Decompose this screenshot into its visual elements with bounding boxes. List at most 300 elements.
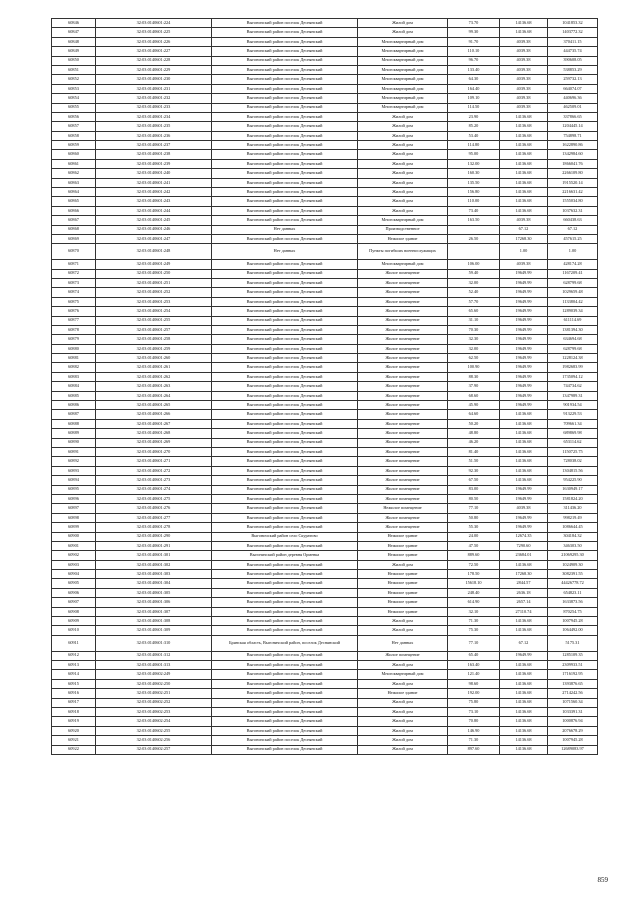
- table-row: [52, 651, 598, 660]
- address-cell: Выгоничский район поселок Деснянский: [212, 579, 358, 588]
- table-row: [52, 325, 598, 334]
- object-type-cell: Нежилое здание: [358, 598, 448, 607]
- address-cell: Выгоничский район поселок Деснянский: [212, 523, 358, 532]
- address-cell: Выгоничский район поселок Деснянский: [212, 150, 358, 159]
- row-index-cell: 60874: [52, 288, 96, 297]
- row-index-cell: 60851: [52, 65, 96, 74]
- object-type-cell: Жилое помещение: [358, 523, 448, 532]
- table-row: [52, 316, 598, 325]
- row-index-cell: 60909: [52, 617, 96, 626]
- specific-value-cell: 19649.99: [500, 344, 548, 353]
- cadastral-number-cell: 32:03:0140601:240: [96, 169, 212, 178]
- cadastral-value-cell: 1866041.76: [548, 159, 598, 168]
- cadastral-number-cell: 32:03:0140602:252: [96, 698, 212, 707]
- table-row: [52, 726, 598, 735]
- cadastral-number-cell: 32:03:0140601:251: [96, 278, 212, 287]
- address-cell: Выгоничский район поселок Деснянский: [212, 391, 358, 400]
- specific-value-cell: 19649.99: [500, 307, 548, 316]
- area-cell: 52.40: [448, 288, 500, 297]
- address-cell: Выгоничский район поселок Деснянский: [212, 178, 358, 187]
- specific-value-cell: 12674.35: [500, 532, 548, 541]
- specific-value-cell: 23684.01: [500, 551, 548, 560]
- address-cell: Выгоничский район поселок Деснянский: [212, 372, 358, 381]
- area-cell: 178.50: [448, 570, 500, 579]
- table-row: [52, 635, 598, 651]
- table-row: [52, 485, 598, 494]
- cadastral-number-cell: 32:03:0140601:234: [96, 112, 212, 121]
- address-cell: Выгоничский район поселок Деснянский: [212, 382, 358, 391]
- cadastral-value-cell: 5175.31: [548, 635, 598, 651]
- row-index-cell: 60858: [52, 131, 96, 140]
- specific-value-cell: 19649.99: [500, 278, 548, 287]
- area-cell: 57.70: [448, 297, 500, 306]
- object-type-cell: Жилой дом: [358, 626, 448, 635]
- area-cell: 68.60: [448, 391, 500, 400]
- cadastral-number-cell: 32:03:0140601:239: [96, 159, 212, 168]
- address-cell: Выгоничский район поселок Деснянский: [212, 47, 358, 56]
- cadastral-value-cell: 1716192.95: [548, 670, 598, 679]
- area-cell: 71.30: [448, 736, 500, 745]
- row-index-cell: 60882: [52, 363, 96, 372]
- specific-value-cell: 7290.60: [500, 541, 548, 550]
- table-row: [52, 335, 598, 344]
- cadastral-number-cell: 32:03:0140601:260: [96, 354, 212, 363]
- address-cell: Выгоничский район поселок Деснянский: [212, 141, 358, 150]
- row-index-cell: 60883: [52, 372, 96, 381]
- object-type-cell: Жилое помещение: [358, 401, 448, 410]
- cadastral-value-cell: 12689083.97: [548, 745, 598, 754]
- table-row: [52, 670, 598, 679]
- cadastral-value-cell: 1228124.38: [548, 354, 598, 363]
- specific-value-cell: 14136.68: [500, 122, 548, 131]
- address-cell: Выгоничский район поселок Деснянский: [212, 698, 358, 707]
- cadastral-value-cell: 346303.50: [548, 541, 598, 550]
- area-cell: 59.40: [448, 269, 500, 278]
- object-type-cell: Жилой дом: [358, 726, 448, 735]
- specific-value-cell: 19649.99: [500, 335, 548, 344]
- cadastral-value-cell: 538853.29: [548, 65, 598, 74]
- row-index-cell: 60871: [52, 260, 96, 269]
- cadastral-value-cell: 428174.28: [548, 260, 598, 269]
- specific-value-cell: 4039.38: [500, 94, 548, 103]
- table-row: [52, 560, 598, 569]
- row-index-cell: 60861: [52, 159, 96, 168]
- area-cell: 45.90: [448, 401, 500, 410]
- cadastral-value-cell: 1555034.80: [548, 197, 598, 206]
- object-type-cell: Жилое помещение: [358, 391, 448, 400]
- table-row: [52, 344, 598, 353]
- specific-value-cell: 19649.99: [500, 297, 548, 306]
- table-row: [52, 37, 598, 46]
- specific-value-cell: 4039.38: [500, 216, 548, 225]
- row-index-cell: 60917: [52, 698, 96, 707]
- row-index-cell: 60877: [52, 316, 96, 325]
- specific-value-cell: 14136.68: [500, 19, 548, 28]
- object-type-cell: Жилой дом: [358, 736, 448, 745]
- cadastral-number-cell: 32:03:0140601:255: [96, 316, 212, 325]
- table-row: [52, 150, 598, 159]
- cadastral-value-cell: 44426778.72: [548, 579, 598, 588]
- area-cell: 83.00: [448, 485, 500, 494]
- address-cell: Выгоничский район поселок Деснянский: [212, 197, 358, 206]
- table-row: [52, 588, 598, 597]
- area-cell: 32.00: [448, 344, 500, 353]
- address-cell: Выгоничский район поселок Деснянский: [212, 670, 358, 679]
- row-index-cell: 60891: [52, 447, 96, 456]
- cadastral-number-cell: 32:03:0140601:302: [96, 560, 212, 569]
- area-cell: 73.10: [448, 707, 500, 716]
- object-type-cell: Жилой дом: [358, 206, 448, 215]
- area-cell: 65.60: [448, 307, 500, 316]
- cadastral-value-cell: 457615.25: [548, 234, 598, 243]
- row-index-cell: 60908: [52, 607, 96, 616]
- cadastral-number-cell: 32:03:0140601:243: [96, 197, 212, 206]
- address-cell: Выгоничский район поселок Деснянский: [212, 485, 358, 494]
- cadastral-value-cell: 870254.75: [548, 607, 598, 616]
- cadastral-number-cell: 32:03:0140602:256: [96, 736, 212, 745]
- specific-value-cell: 14136.68: [500, 150, 548, 159]
- address-cell: Выгоничский район поселок Деснянский: [212, 159, 358, 168]
- object-type-cell: Жилое помещение: [358, 651, 448, 660]
- object-type-cell: Жилой дом: [358, 159, 448, 168]
- address-cell: Выгоничский район поселок Деснянский: [212, 588, 358, 597]
- object-type-cell: Многоквартирный дом: [358, 65, 448, 74]
- cadastral-value-cell: 2714242.56: [548, 689, 598, 698]
- area-cell: 70.30: [448, 325, 500, 334]
- table-row: [52, 607, 598, 616]
- area-cell: 121.40: [448, 670, 500, 679]
- address-cell: Выгоничский район поселок Деснянский: [212, 745, 358, 754]
- cadastral-number-cell: 32:03:0140601:248: [96, 244, 212, 260]
- cadastral-number-cell: 32:03:0140601:310: [96, 635, 212, 651]
- cadastral-value-cell: 689869.98: [548, 429, 598, 438]
- specific-value-cell: 14136.68: [500, 617, 548, 626]
- cadastral-value-cell: 1204445.14: [548, 122, 598, 131]
- object-type-cell: Жилой дом: [358, 698, 448, 707]
- cadastral-value-cell: 913229.53: [548, 410, 598, 419]
- area-cell: 46.20: [448, 438, 500, 447]
- cadastral-number-cell: 32:03:0140601:245: [96, 216, 212, 225]
- row-index-cell: 60900: [52, 532, 96, 541]
- cadastral-number-cell: 32:03:0140602:257: [96, 745, 212, 754]
- table-row: [52, 551, 598, 560]
- table-row: [52, 178, 598, 187]
- specific-value-cell: 14136.68: [500, 670, 548, 679]
- row-index-cell: 60846: [52, 19, 96, 28]
- address-cell: Выгоничский район поселок Деснянский: [212, 476, 358, 485]
- cadastral-value-cell: 634694.68: [548, 335, 598, 344]
- specific-value-cell: 14136.68: [500, 112, 548, 121]
- cadastral-number-cell: 32:03:0140601:253: [96, 297, 212, 306]
- object-type-cell: Нет данных: [358, 635, 448, 651]
- table-row: [52, 122, 598, 131]
- specific-value-cell: 14136.68: [500, 28, 548, 37]
- address-cell: Выгоничский район поселок Деснянский: [212, 131, 358, 140]
- specific-value-cell: 17268.30: [500, 570, 548, 579]
- area-cell: 51.50: [448, 457, 500, 466]
- object-type-cell: Многоквартирный дом: [358, 75, 448, 84]
- object-type-cell: Нежилое здание: [358, 551, 448, 560]
- row-index-cell: 60872: [52, 269, 96, 278]
- address-cell: Выгоничский район поселок Деснянский: [212, 234, 358, 243]
- cadastral-number-cell: 32:03:0140601:307: [96, 607, 212, 616]
- area-cell: 64.60: [448, 410, 500, 419]
- object-type-cell: Нежилое здание: [358, 689, 448, 698]
- area-cell: 96.70: [448, 56, 500, 65]
- area-cell: 92.30: [448, 466, 500, 475]
- address-cell: Выгоничский район поселок Деснянский: [212, 419, 358, 428]
- cadastral-number-cell: 32:03:0140601:270: [96, 447, 212, 456]
- cadastral-value-cell: 304184.32: [548, 532, 598, 541]
- object-type-cell: Жилое помещение: [358, 419, 448, 428]
- cadastral-value-cell: 754898.71: [548, 131, 598, 140]
- table-row: [52, 466, 598, 475]
- address-cell: Выгоничский район поселок Деснянский: [212, 188, 358, 197]
- cadastral-value-cell: 1033391.31: [548, 707, 598, 716]
- cadastral-number-cell: 32:03:0140601:313: [96, 660, 212, 669]
- object-type-cell: Жилое помещение: [358, 457, 448, 466]
- row-index-cell: 60880: [52, 344, 96, 353]
- cadastral-number-cell: 32:03:0140601:273: [96, 476, 212, 485]
- cadastral-number-cell: 32:03:0140601:269: [96, 438, 212, 447]
- row-index-cell: 60876: [52, 307, 96, 316]
- table-row: [52, 269, 598, 278]
- table-row: [52, 698, 598, 707]
- area-cell: 156.80: [448, 188, 500, 197]
- row-index-cell: 60893: [52, 466, 96, 475]
- row-index-cell: 60885: [52, 391, 96, 400]
- address-cell: Выгоничский район поселок Деснянский: [212, 447, 358, 456]
- cadastral-number-cell: 32:03:0140601:264: [96, 391, 212, 400]
- specific-value-cell: 19649.99: [500, 372, 548, 381]
- cadastral-number-cell: 32:03:0140601:268: [96, 429, 212, 438]
- object-type-cell: Жилое помещение: [358, 429, 448, 438]
- specific-value-cell: 67.12: [500, 635, 548, 651]
- cadastral-value-cell: 1133804.42: [548, 297, 598, 306]
- area-cell: 73.40: [448, 206, 500, 215]
- cadastral-value-cell: 1150725.75: [548, 447, 598, 456]
- area-cell: 73.70: [448, 19, 500, 28]
- table-row: [52, 131, 598, 140]
- object-type-cell: Нежилое помещение: [358, 504, 448, 513]
- row-index-cell: 60849: [52, 47, 96, 56]
- object-type-cell: Нежилое здание: [358, 570, 448, 579]
- specific-value-cell: 4039.38: [500, 84, 548, 93]
- object-type-cell: Жилой дом: [358, 707, 448, 716]
- cadastral-value-cell: 3082391.55: [548, 570, 598, 579]
- object-type-cell: Многоквартирный дом: [358, 47, 448, 56]
- cadastral-number-cell: 32:03:0140601:233: [96, 103, 212, 112]
- address-cell: Нет данных: [212, 244, 358, 260]
- row-index-cell: 60860: [52, 150, 96, 159]
- specific-value-cell: 14136.68: [500, 560, 548, 569]
- object-type-cell: Жилой дом: [358, 178, 448, 187]
- row-index-cell: 60856: [52, 112, 96, 121]
- cadastral-number-cell: 32:03:0140601:258: [96, 335, 212, 344]
- specific-value-cell: 14136.68: [500, 447, 548, 456]
- table-row: [52, 216, 598, 225]
- object-type-cell: Жилое помещение: [358, 344, 448, 353]
- row-index-cell: 60920: [52, 726, 96, 735]
- cadastral-value-cell: 901934.54: [548, 401, 598, 410]
- specific-value-cell: 14136.68: [500, 707, 548, 716]
- table-row: [52, 188, 598, 197]
- object-type-cell: Жилое помещение: [358, 335, 448, 344]
- object-type-cell: Жилой дом: [358, 679, 448, 688]
- object-type-cell: Многоквартирный дом: [358, 56, 448, 65]
- area-cell: 110.00: [448, 197, 500, 206]
- area-cell: 67.50: [448, 476, 500, 485]
- row-index-cell: 60879: [52, 335, 96, 344]
- address-cell: Выгоничский район поселок Деснянский: [212, 37, 358, 46]
- address-cell: Выгоничский район поселок Деснянский: [212, 269, 358, 278]
- area-cell: 164.40: [448, 84, 500, 93]
- table-row: [52, 244, 598, 260]
- object-type-cell: Жилой дом: [358, 141, 448, 150]
- table-row: [52, 206, 598, 215]
- object-type-cell: Жилой дом: [358, 19, 448, 28]
- area-cell: 114.80: [448, 141, 500, 150]
- specific-value-cell: 14136.68: [500, 188, 548, 197]
- area-cell: 889.60: [448, 551, 500, 560]
- cadastral-number-cell: 32:03:0140601:265: [96, 401, 212, 410]
- cadastral-number-cell: 32:03:0140601:274: [96, 485, 212, 494]
- row-index-cell: 60911: [52, 635, 96, 651]
- cadastral-number-cell: 32:03:0140602:254: [96, 717, 212, 726]
- cadastral-value-cell: 21069295.30: [548, 551, 598, 560]
- area-cell: 32.00: [448, 278, 500, 287]
- cadastral-number-cell: 32:03:0140601:272: [96, 466, 212, 475]
- cadastral-number-cell: 32:03:0140601:224: [96, 19, 212, 28]
- cadastral-value-cell: 1024909.30: [548, 560, 598, 569]
- specific-value-cell: 1.00: [500, 244, 548, 260]
- cadastral-number-cell: 32:03:0140602:251: [96, 689, 212, 698]
- row-index-cell: 60870: [52, 244, 96, 260]
- address-cell: Выгоничский район поселок Деснянский: [212, 335, 358, 344]
- area-cell: 47.50: [448, 541, 500, 550]
- specific-value-cell: 4039.38: [500, 260, 548, 269]
- specific-value-cell: 2844.57: [500, 579, 548, 588]
- table-row: [52, 579, 598, 588]
- object-type-cell: Жилое помещение: [358, 269, 448, 278]
- specific-value-cell: 14136.68: [500, 466, 548, 475]
- table-body: [52, 19, 598, 755]
- cadastral-value-cell: 664074.07: [548, 84, 598, 93]
- area-cell: 133.40: [448, 65, 500, 74]
- address-cell: Выгоничский район поселок Деснянский: [212, 65, 358, 74]
- object-type-cell: Жилой дом: [358, 28, 448, 37]
- cadastral-number-cell: 32:03:0140601:266: [96, 410, 212, 419]
- address-cell: Выгоничский район поселок Деснянский: [212, 401, 358, 410]
- area-cell: 98.60: [448, 679, 500, 688]
- table-row: [52, 447, 598, 456]
- cadastral-number-cell: 32:03:0140601:290: [96, 532, 212, 541]
- object-type-cell: Многоквартирный дом: [358, 37, 448, 46]
- specific-value-cell: 14136.68: [500, 726, 548, 735]
- row-index-cell: 60853: [52, 84, 96, 93]
- specific-value-cell: 19649.99: [500, 363, 548, 372]
- table-row: [52, 736, 598, 745]
- table-row: [52, 94, 598, 103]
- row-index-cell: 60859: [52, 141, 96, 150]
- object-type-cell: Многоквартирный дом: [358, 260, 448, 269]
- address-cell: Выгоничский район поселок Деснянский: [212, 504, 358, 513]
- object-type-cell: Нежилое здание: [358, 541, 448, 550]
- cadastral-value-cell: 444735.74: [548, 47, 598, 56]
- address-cell: Выгоничский район поселок Деснянский: [212, 598, 358, 607]
- area-cell: 71.30: [448, 617, 500, 626]
- table-row: [52, 419, 598, 428]
- row-index-cell: 60847: [52, 28, 96, 37]
- cadastral-value-cell: 337866.65: [548, 112, 598, 121]
- row-index-cell: 60897: [52, 504, 96, 513]
- cadastral-value-cell: 2266109.80: [548, 169, 598, 178]
- object-type-cell: Нежилое здание: [358, 532, 448, 541]
- table-row: [52, 429, 598, 438]
- specific-value-cell: 14136.68: [500, 689, 548, 698]
- cadastral-value-cell: 440696.36: [548, 94, 598, 103]
- cadastral-number-cell: 32:03:0140601:262: [96, 372, 212, 381]
- area-cell: 897.60: [448, 745, 500, 754]
- object-type-cell: Жилое помещение: [358, 316, 448, 325]
- object-type-cell: Жилое помещение: [358, 513, 448, 522]
- address-cell: Выгоничский район поселок Деснянский: [212, 288, 358, 297]
- specific-value-cell: 14136.68: [500, 745, 548, 754]
- specific-value-cell: 14136.68: [500, 429, 548, 438]
- table-row: [52, 391, 598, 400]
- cadastral-number-cell: 32:03:0140601:277: [96, 513, 212, 522]
- row-index-cell: 60887: [52, 410, 96, 419]
- row-index-cell: 60896: [52, 494, 96, 503]
- cadastral-value-cell: 1581824.20: [548, 494, 598, 503]
- address-cell: Выгоничский район поселок Деснянский: [212, 429, 358, 438]
- specific-value-cell: 14136.68: [500, 410, 548, 419]
- address-cell: Выгоничский район деревня Орменка: [212, 551, 358, 560]
- specific-value-cell: 19649.99: [500, 382, 548, 391]
- address-cell: Выгоничский район поселок Деснянский: [212, 75, 358, 84]
- cadastral-value-cell: 628799.68: [548, 278, 598, 287]
- area-cell: 88.30: [448, 372, 500, 381]
- object-type-cell: Жилой дом: [358, 745, 448, 754]
- address-cell: Выгоничский район поселок Деснянский: [212, 651, 358, 660]
- area-cell: 91.70: [448, 37, 500, 46]
- address-cell: Выгоничский район поселок Деснянский: [212, 726, 358, 735]
- cadastral-value-cell: 2216631.42: [548, 188, 598, 197]
- cadastral-value-cell: 462509.01: [548, 103, 598, 112]
- cadastral-number-cell: 32:03:0140601:247: [96, 234, 212, 243]
- cadastral-value-cell: 1622890.86: [548, 141, 598, 150]
- area-cell: 114.50: [448, 103, 500, 112]
- row-index-cell: 60922: [52, 745, 96, 754]
- address-cell: Выгоничский район поселок Деснянский: [212, 363, 358, 372]
- row-index-cell: 60852: [52, 75, 96, 84]
- specific-value-cell: 4039.38: [500, 103, 548, 112]
- specific-value-cell: 67.12: [500, 225, 548, 234]
- cadastral-value-cell: 67.12: [548, 225, 598, 234]
- specific-value-cell: 14136.68: [500, 419, 548, 428]
- row-index-cell: 60888: [52, 419, 96, 428]
- cadastral-value-cell: 2076678.29: [548, 726, 598, 735]
- row-index-cell: 60850: [52, 56, 96, 65]
- area-cell: 77.10: [448, 504, 500, 513]
- cadastral-value-cell: 390608.05: [548, 56, 598, 65]
- address-cell: Выгоничский район поселок Деснянский: [212, 354, 358, 363]
- row-index-cell: 60862: [52, 169, 96, 178]
- area-cell: 77.10: [448, 635, 500, 651]
- table-row: [52, 541, 598, 550]
- area-cell: 163.40: [448, 660, 500, 669]
- specific-value-cell: 19649.99: [500, 523, 548, 532]
